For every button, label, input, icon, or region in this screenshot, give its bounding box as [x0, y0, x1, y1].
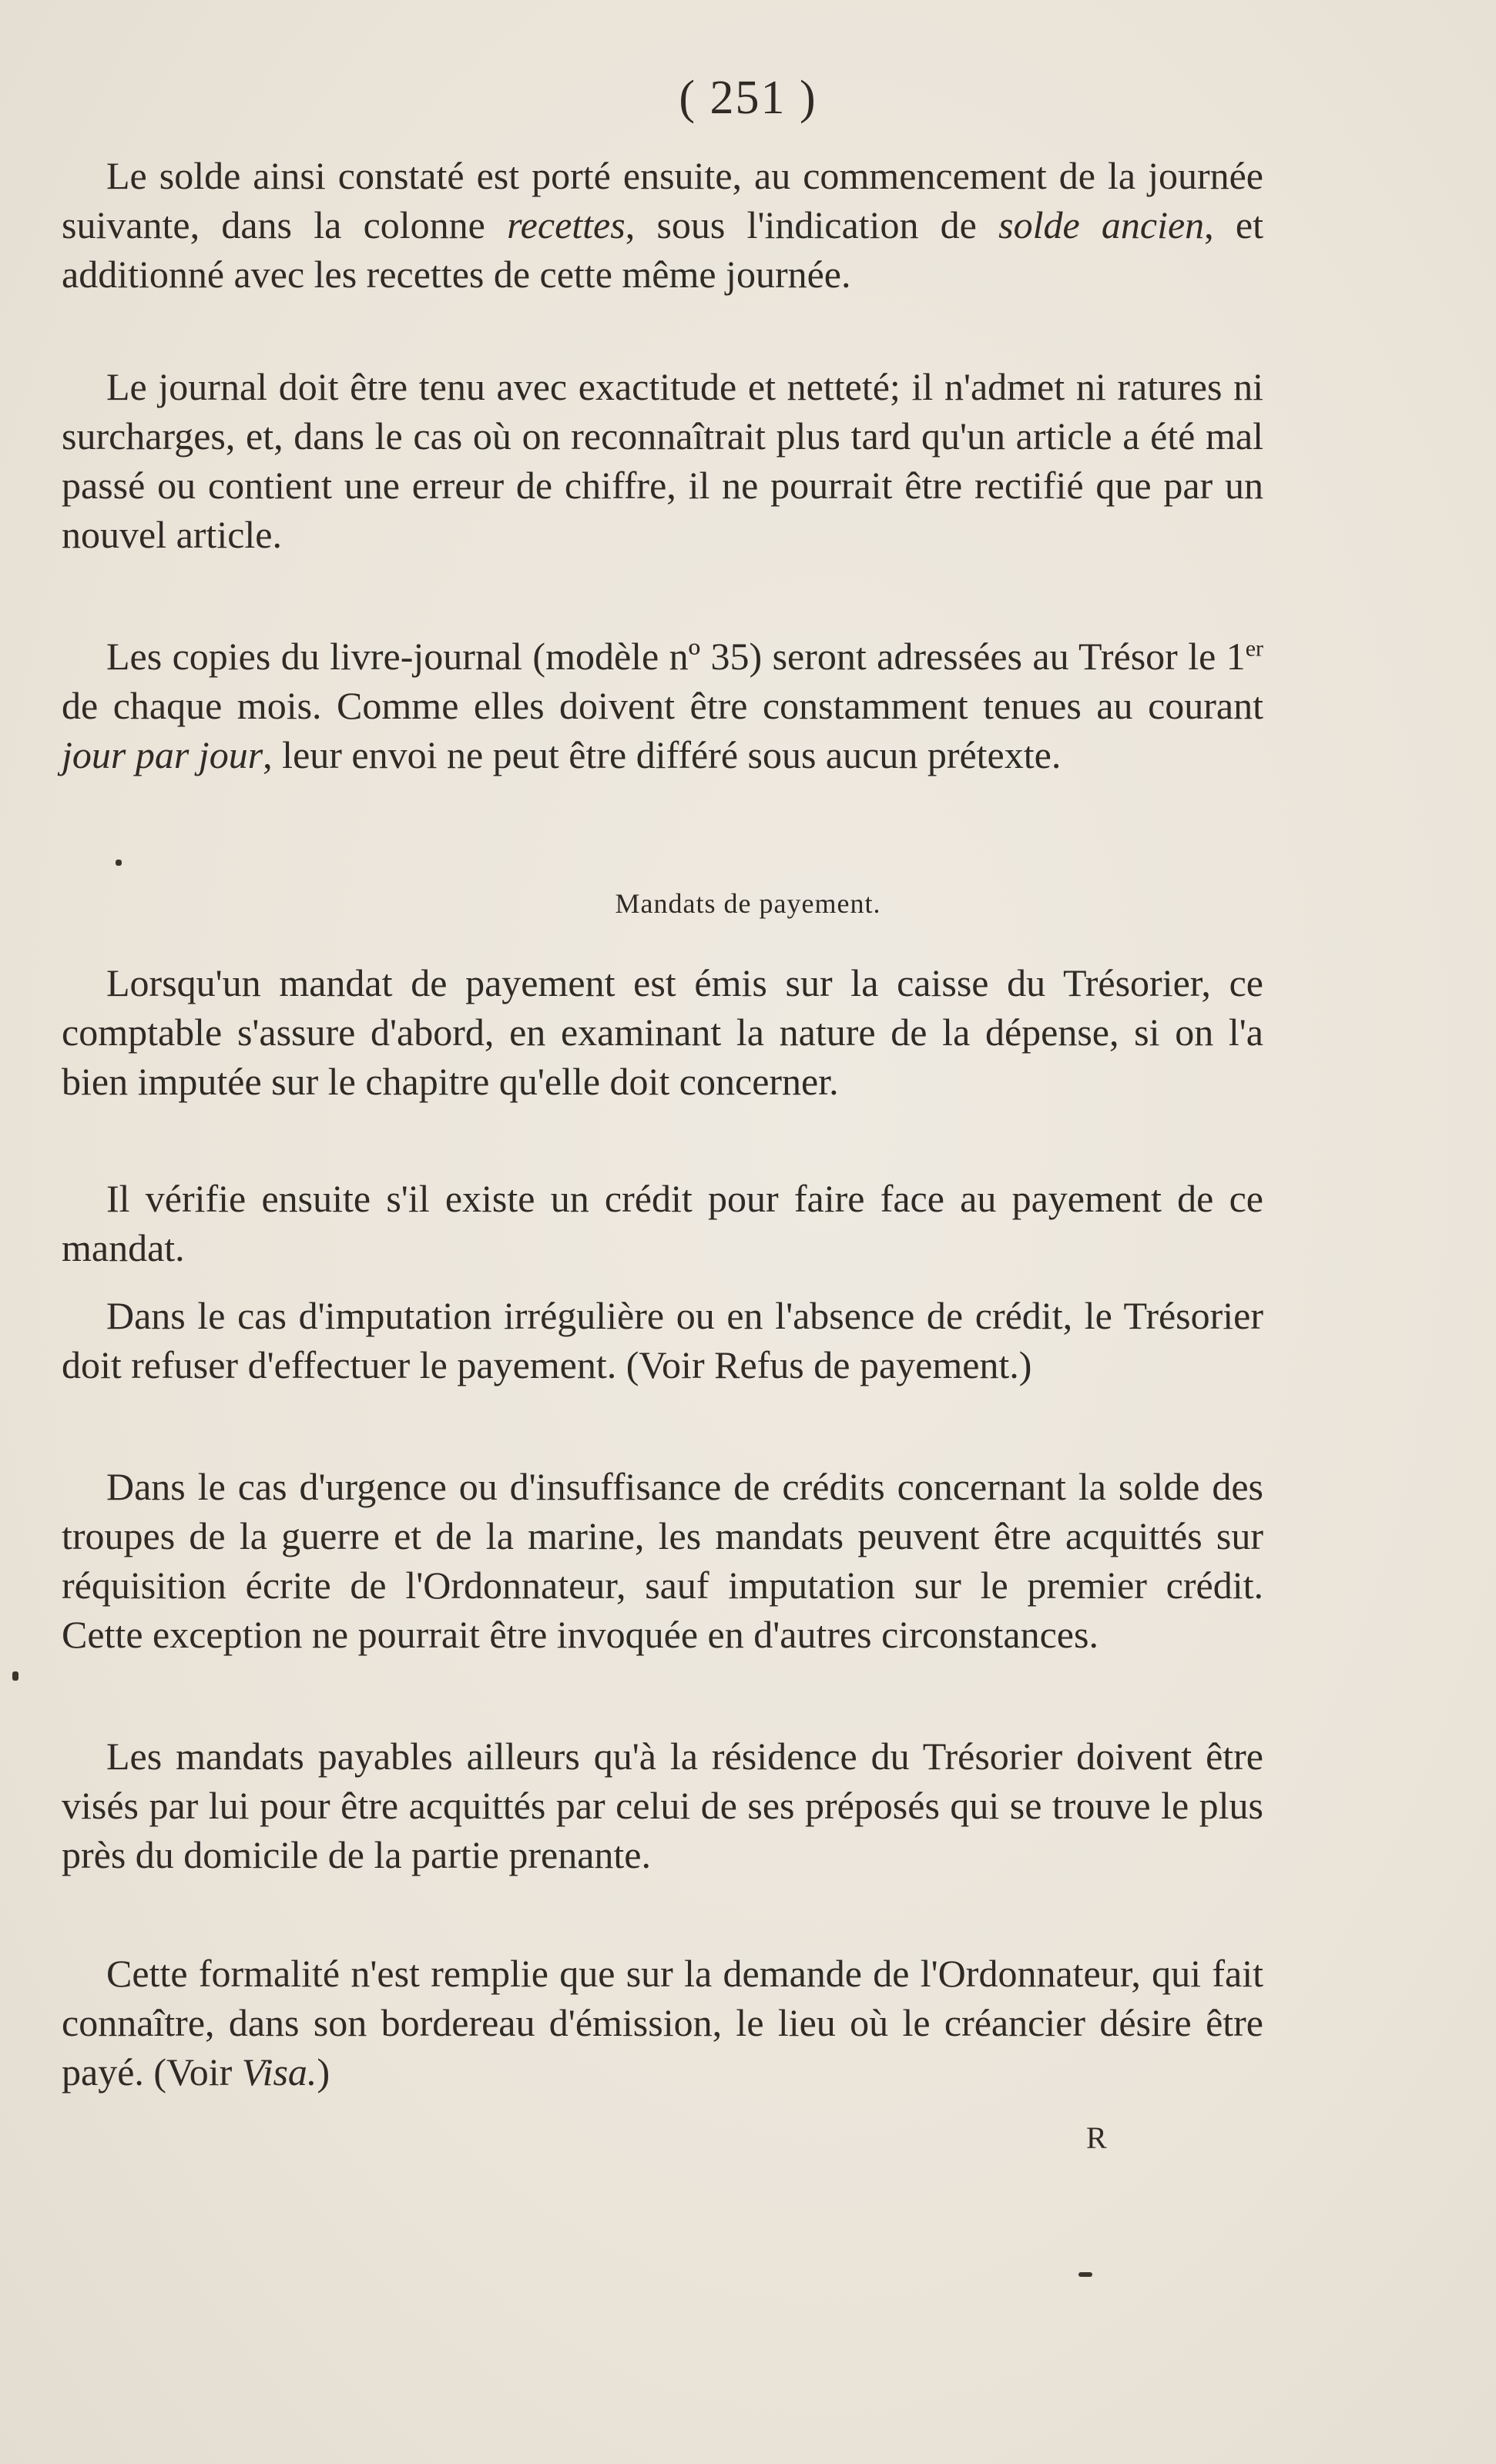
paragraph-text: , sous l'indication de [625, 203, 999, 246]
paragraph-payables: Les mandats payables ailleurs qu'à la résidence du Trésorier doivent être visés par lui pour être acquittés par celui de ses préposés qui se trouve le plus près du domicile de la partie prenante. [62, 1735, 1263, 1876]
paragraph-mandat: Lorsqu'un mandat de payement est émis sur la caisse du Trésorier, ce comptable s'assure d'abord, en examinant la nature de la dépense, si on l'a bien imputée sur le chapitre qu'elle doit concerner. [62, 961, 1263, 1103]
paragraph-text: Cette formalité n'est remplie que sur la demande de l'Ordonnateur, qui fait connaître, dans son bordereau d'émission, le lieu où le créancier désire être payé. (Voir [62, 1952, 1263, 2094]
paragraph-copies [62, 632, 1263, 779]
page-number: ( 251 ) [679, 72, 817, 124]
italic-term: Visa. [241, 2050, 317, 2094]
paragraph-solde [62, 151, 1263, 299]
paragraph-verifie: Il vérifie ensuite s'il existe un crédit pour faire face au payement de ce mandat. [62, 1177, 1263, 1269]
italic-term: solde ancien [998, 203, 1205, 246]
paragraph-text: ) [317, 2050, 330, 2094]
ink-spot [12, 1671, 18, 1681]
catchword: R [1086, 2120, 1107, 2155]
paragraph-urgence: Dans le cas d'urgence ou d'insuffisance de crédits concernant la solde des troupes de la guerre et de la marine, les mandats peuvent être acquittés sur réquisition écrite de l'Ordonnateur, sauf imputation sur le premier crédit. Cette exception ne pourrait être invoquée en d'autres circonstances. [62, 1465, 1263, 1656]
paragraph-text: , leur envoi ne peut être différé sous aucun prétexte. [263, 733, 1062, 776]
paragraph-imputation: Dans le cas d'imputation irrégulière ou en l'absence de crédit, le Trésorier doit refuser d'effectuer le payement. (Voir Refus de payement.) [62, 1294, 1263, 1386]
paragraph-formalite [62, 1949, 1263, 2097]
italic-term: recettes [507, 203, 626, 246]
paragraph-journal: Le journal doit être tenu avec exactitude et netteté; il n'admet ni ratures ni surcharges, et, dans le cas où on reconnaîtrait plus tard qu'un article a été mal passé ou contient une erreur de chiffre, il ne pourrait être rectifié que par un nouvel article. [62, 365, 1263, 556]
paragraph-text: , et additionné avec les recettes de cette même journée. [62, 203, 1263, 296]
italic-term: jour par jour [62, 733, 263, 776]
paragraph-text: Les copies du livre-journal (modèle nº 35) seront adressées au Trésor le 1 [106, 635, 1246, 678]
superscript: er [1245, 635, 1263, 662]
section-title: Mandats de payement. [615, 888, 881, 919]
paragraph-text: Le solde ainsi constaté est porté ensuite, au commencement de la journée suivante, dans la colonne [62, 154, 1263, 246]
ink-spot [116, 860, 122, 866]
ink-spot [1078, 2272, 1092, 2277]
paragraph-text: de chaque mois. Comme elles doivent être constamment tenues au courant [62, 684, 1263, 727]
